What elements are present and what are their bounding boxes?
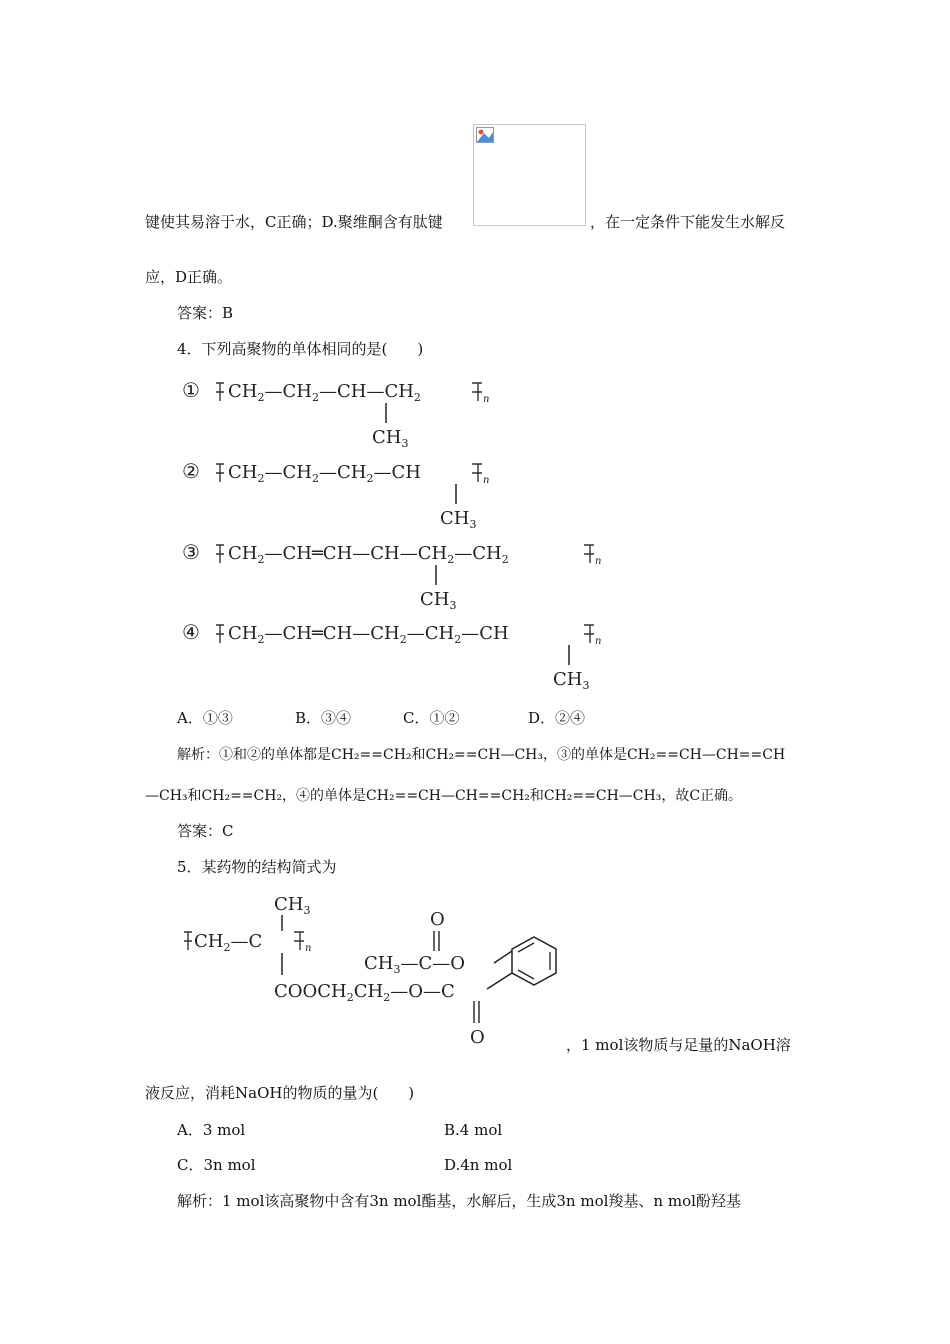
svg-text:CH3: $CH_3$ <box>553 669 590 692</box>
svg-text:n: n <box>595 636 602 647</box>
svg-text:n: n <box>483 394 490 405</box>
q4-option-a: A．①③ <box>177 709 233 727</box>
polymer-2-number: ② <box>182 459 200 483</box>
q4-option-d: D．②④ <box>528 709 586 727</box>
q3-answer: 答案：B <box>177 304 234 322</box>
svg-text:CH2—CH2—CH2—CH: $CH_2—CH_2—CH_2—CH$ <box>228 462 421 485</box>
svg-text:CH2—C: $CH_2—C$ <box>194 931 263 954</box>
q5-option-c: C．3n mol <box>177 1156 256 1174</box>
polymer-3-structure <box>180 537 620 612</box>
q5-drug-structure <box>182 885 562 1050</box>
svg-text:CH2—CH═CH—CH2—CH2—CH: $CH_2—CH═CH—CH_2—CH_2—CH$ <box>228 623 509 646</box>
svg-text:O: O <box>470 1027 485 1048</box>
svg-text:O: O <box>430 909 445 930</box>
svg-text:n: n <box>305 943 312 954</box>
q4-analysis-line1: 解析：①和②的单体都是CH₂==CH₂和CH₂==CH—CH₃，③的单体是CH₂==CH—CH==CH <box>177 747 786 763</box>
polymer-1-structure <box>180 375 510 450</box>
svg-text:CH2—CH2—CH—CH2: $CH_2—CH_2—CH—CH_2$ <box>228 381 421 404</box>
q3-line1-right: ，在一定条件下能发生水解反 <box>590 213 786 231</box>
q4-option-b: B．③④ <box>295 709 352 727</box>
polymer-4-structure <box>180 617 620 692</box>
q3-line1-left: 键使其易溶于水，C正确；D.聚维酮含有肽键 <box>145 213 443 231</box>
q4-option-c: C．①② <box>403 709 460 727</box>
svg-text:COOCH2CH2—O—C: $COOCH_2CH_2—O—C$ <box>274 981 455 1004</box>
polymer-2-structure <box>180 456 510 531</box>
q5-stem: 5．某药物的结构简式为 <box>177 858 337 876</box>
q5-analysis: 解析：1 mol该高聚物中含有3n mol酯基，水解后，生成3n mol羧基、n mol酚羟基 <box>177 1192 741 1210</box>
q5-option-b: B.4 mol <box>444 1121 503 1139</box>
q4-analysis-line2: —CH₃和CH₂==CH₂，④的单体是CH₂==CH—CH==CH₂和CH₂==CH—CH₃，故C正确。 <box>145 788 743 804</box>
svg-text:CH3: $CH_3$ <box>274 894 311 917</box>
svg-text:CH2—CH═CH—CH—CH2—CH2: $CH_2—CH═CH—CH—CH_2—CH_2$ <box>228 543 509 566</box>
svg-text:n: n <box>483 475 490 486</box>
q3-line2: 应，D正确。 <box>145 268 233 286</box>
broken-image-icon <box>476 127 494 143</box>
q5-option-d: D.4n mol <box>444 1156 513 1174</box>
q5-stem-tail: ，1 mol该物质与足量的NaOH溶 <box>566 1036 791 1054</box>
svg-text:CH3: $CH_3$ <box>372 427 409 450</box>
q4-stem: 4．下列高聚物的单体相同的是( ) <box>177 340 424 358</box>
svg-text:CH3: $CH_3$ <box>440 508 477 531</box>
q5-line2: 液反应，消耗NaOH的物质的量为( ) <box>145 1084 415 1102</box>
svg-text:CH3—C—O: $CH_3—C—O$ <box>364 953 466 976</box>
svg-text:n: n <box>595 556 602 567</box>
svg-text:CH3: $CH_3$ <box>420 589 457 612</box>
polymer-1-number: ① <box>182 378 200 402</box>
polymer-3-number: ③ <box>182 540 200 564</box>
polymer-4-number: ④ <box>182 620 200 644</box>
q4-answer: 答案：C <box>177 822 234 840</box>
q5-option-a: A．3 mol <box>177 1121 246 1139</box>
broken-image-placeholder <box>473 124 586 226</box>
